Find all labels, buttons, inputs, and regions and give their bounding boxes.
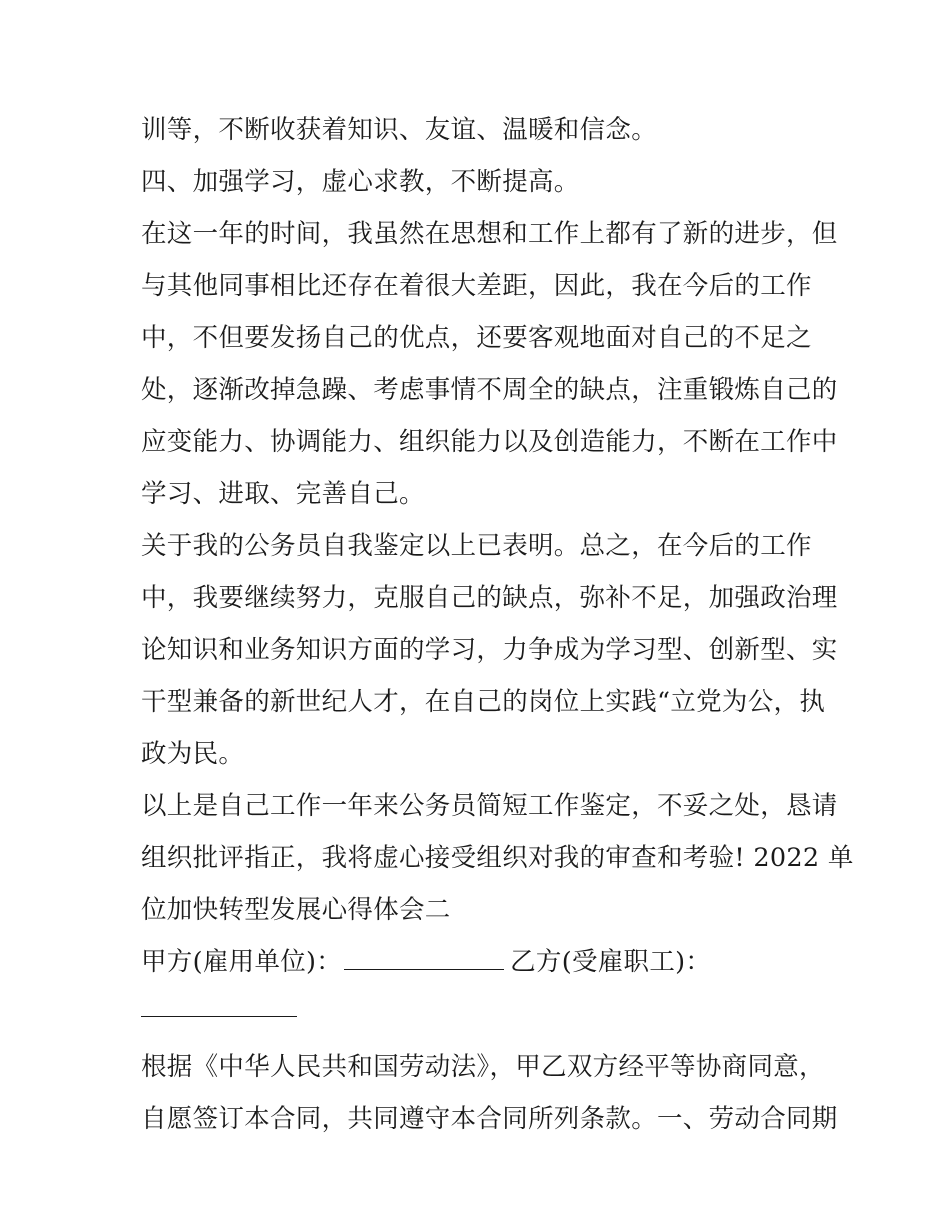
- text-line: 应变能力、协调能力、组织能力以及创造能力，不断在工作中: [141, 427, 838, 457]
- party-b-label: 乙方(受雇职工)：: [510, 947, 712, 977]
- text-line: 训等，不断收获着知识、友谊、温暖和信念。: [141, 115, 658, 145]
- text-line: 干型兼备的新世纪人才，在自己的岗位上实践“立党为公，执: [141, 687, 826, 717]
- text-line: 论知识和业务知识方面的学习，力争成为学习型、创新型、实: [141, 635, 838, 665]
- document-body: [141, 104, 854, 1145]
- text-line: 以上是自己工作一年来公务员简短工作鉴定，不妥之处，恳请: [141, 791, 838, 821]
- party-line: [141, 936, 821, 988]
- text-line: 学习、进取、完善自己。: [141, 479, 425, 509]
- contract-line: 根据《中华人民共和国劳动法》，甲乙双方经平等协商同意，: [141, 1052, 825, 1082]
- text-line: 中，我要继续努力，克服自己的缺点，弥补不足，加强政治理: [141, 583, 838, 613]
- text-line: 组织批评指正，我将虚心接受组织对我的审查和考验! 2022 单: [141, 843, 854, 873]
- text-line: 政为民。: [141, 739, 245, 769]
- text-line: 在这一年的时间，我虽然在思想和工作上都有了新的进步，但: [141, 219, 838, 249]
- text-line: 位加快转型发展心得体会二: [141, 895, 451, 925]
- party-b-blank: [141, 988, 297, 1017]
- section-heading: 四、加强学习，虚心求教，不断提高。: [141, 167, 580, 197]
- contract-line: 自愿签订本合同，共同遵守本合同所列条款。一、劳动合同期: [141, 1104, 838, 1134]
- text-line: 关于我的公务员自我鉴定以上已表明。总之，在今后的工作: [141, 531, 812, 561]
- party-a-blank: [344, 939, 504, 970]
- text-line: 与其他同事相比还存在着很大差距，因此，我在今后的工作: [141, 271, 812, 301]
- text-line: 中，不但要发扬自己的优点，还要客观地面对自己的不足之: [141, 323, 812, 353]
- text-line: 处，逐渐改掉急躁、考虑事情不周全的缺点，注重锻炼自己的: [141, 375, 838, 405]
- party-a-label: 甲方(雇用单位)：: [141, 947, 343, 977]
